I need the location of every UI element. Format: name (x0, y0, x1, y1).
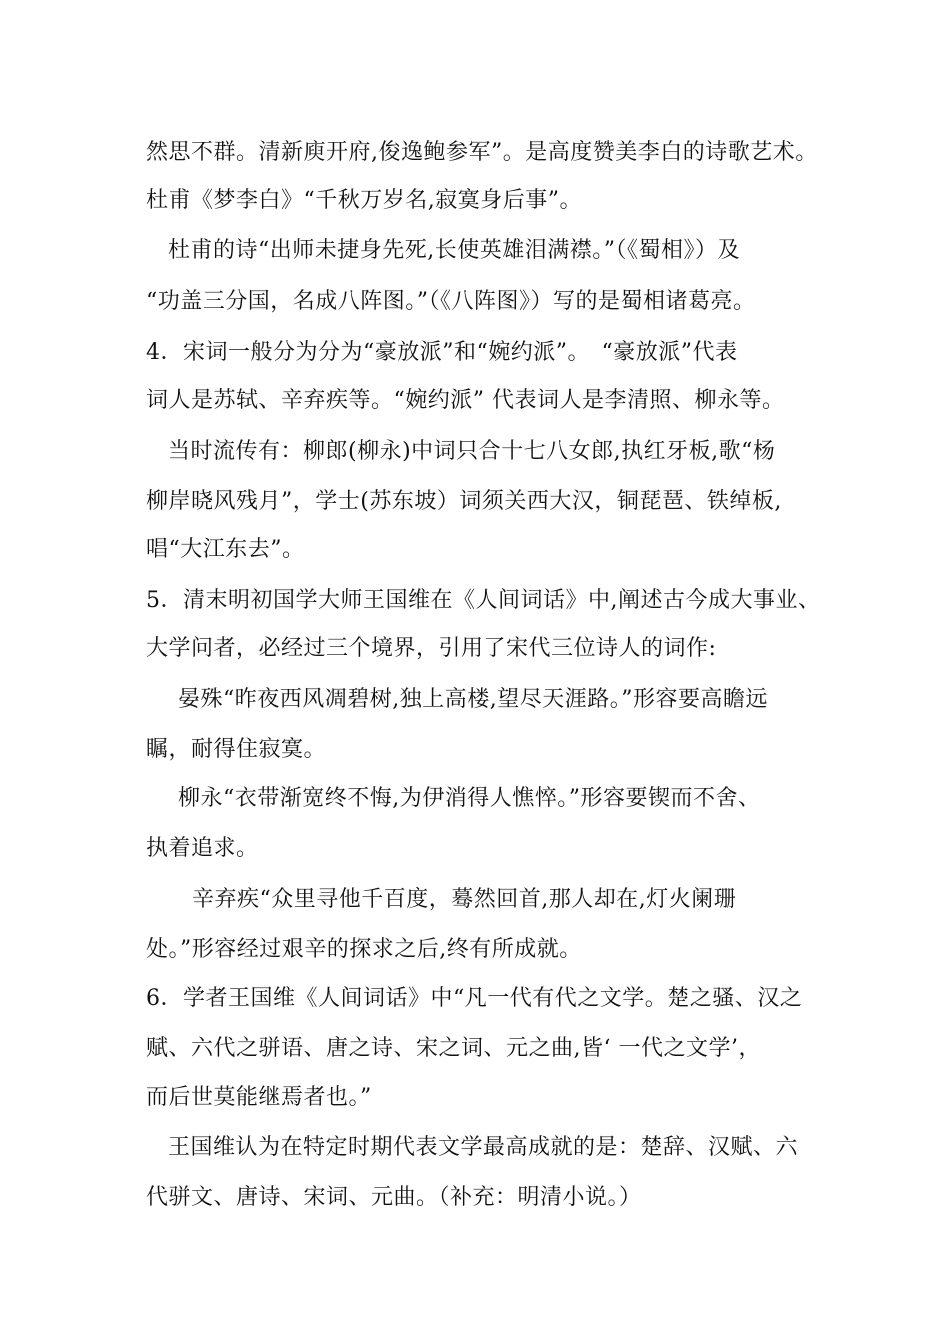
text-line: 杜甫的诗“出师未捷身先死,长使英雄泪满襟。”（《蜀相》）及 (168, 238, 740, 263)
text-line: 杜甫《梦李白》“千秋万岁名,寂寞身后事”。 (146, 188, 582, 213)
text-line: 执着追求。 (146, 836, 259, 861)
text-line: 词人是苏轼、辛弃疾等。“婉约派” 代表词人是李清照、柳永等。 (146, 388, 785, 413)
text-line: 大学问者，必经过三个境界，引用了宋代三位诗人的词作: (146, 636, 717, 661)
text-line: 4．宋词一般分为分为“豪放派”和“婉约派”。 “豪放派”代表 (146, 340, 738, 365)
text-line: 赋、六代之骈语、唐之诗、宋之词、元之曲,皆‘ 一代之文学’， (146, 1036, 761, 1061)
text-line: 然思不群。清新庾开府,俊逸鲍参军”。是高度赞美李白的诗歌艺术。 (146, 140, 818, 165)
text-line: 唱“大江东去”。 (146, 537, 305, 562)
text-line: 5．清末明初国学大师王国维在《人间词话》中,阐述古今成大事业、 (146, 588, 821, 613)
text-line: 而后世莫能继焉者也。” (146, 1085, 372, 1110)
text-line: 柳永“衣带渐宽终不悔,为伊消得人憔悴。”形容要锲而不舍、 (178, 786, 761, 811)
text-line: 代骈文、唐诗、宋词、元曲。（补充：明清小说。） (146, 1185, 642, 1210)
text-line: 晏殊“昨夜西风凋碧树,独上高楼,望尽天涯路。”形容要高瞻远 (178, 687, 768, 712)
text-line: 瞩，耐得住寂寞。 (146, 737, 327, 762)
text-line: 当时流传有：柳郎(柳永)中词只合十七八女郎,执红牙板,歌“杨 (168, 439, 776, 464)
text-line: 王国维认为在特定时期代表文学最高成就的是：楚辞、汉赋、六 (168, 1135, 799, 1160)
text-line: 辛弃疾“众里寻他千百度，蓦然回首,那人却在,灯火阑珊 (192, 887, 737, 912)
text-line: 处。”形容经过艰辛的探求之后,终有所成就。 (146, 937, 582, 962)
text-line: “功盖三分国，名成八阵图。”（《八阵图》）写的是蜀相诸葛亮。 (146, 289, 756, 314)
text-line: 柳岸晓风残月”，学士(苏东坡）词须关西大汉，铜琵琶、铁绰板, (146, 489, 782, 514)
text-line: 6．学者王国维《人间词话》中“凡一代有代之文学。楚之骚、汉之 (146, 986, 803, 1011)
